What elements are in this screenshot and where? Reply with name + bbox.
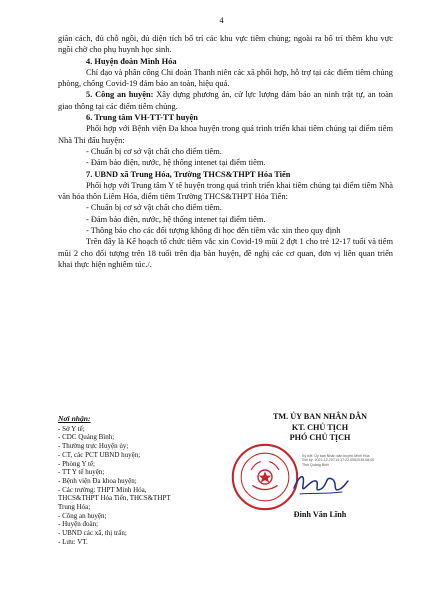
paragraph: Phối hợp với Trung tâm Y tế huyện trong quá trình triển khai tiêm chủng tại điểm tiêm Nhà văn hóa thôn Liêm Hóa, điểm tiêm Trường THCS&THPT Hóa Tiến: bbox=[58, 180, 393, 202]
recipient-item: Trung Hóa; bbox=[58, 503, 91, 512]
recipient-item: - Phòng Y tế; bbox=[58, 459, 96, 468]
recipient-item: - UBND các xã, thị trấn; bbox=[58, 529, 127, 538]
recipient-item: - Công an huyện; bbox=[58, 511, 107, 520]
document-body bbox=[58, 33, 393, 270]
digital-note-line-3: Tỉnh Quảng Bình bbox=[302, 462, 330, 467]
recipient-item: - Lưu: VT. bbox=[58, 537, 88, 546]
signature-block bbox=[220, 412, 420, 519]
signature-org-line-1: TM. ỦY BAN NHÂN DÂN bbox=[272, 412, 368, 421]
recipient-item: - Các trường: THPT Minh Hóa, bbox=[58, 485, 147, 494]
section-heading-inline: 5. Công an huyện: bbox=[86, 90, 154, 100]
recipients-block bbox=[58, 415, 218, 547]
paragraph-text: Xây dựng phương án, cử lực lượng đảm bảo an ninh trật tự, an toàn giao thông tại các điểm tiêm chủng. bbox=[58, 90, 393, 111]
paragraph: Trên đây là Kế hoạch tổ chức tiêm vắc xin Covid-19 mũi 2 đợt 1 cho trẻ 12-17 tuổi và tiêm mũi 2 cho đối tượng trên 18 tuổi trên địa bàn huyện, đề nghị các cơ quan, đơn vị liên quan triển khai thực hiện nghiêm túc./. bbox=[58, 237, 393, 269]
list-item: - Chuẩn bị cơ sở vật chất cho điểm tiêm. bbox=[86, 146, 222, 156]
recipient-item: - CT, các PCT UBND huyện; bbox=[58, 450, 141, 459]
section-heading: 4. Huyện đoàn Minh Hóa bbox=[86, 56, 177, 66]
recipients-list bbox=[58, 425, 218, 547]
recipient-item: - Bệnh viện Đa khoa huyện; bbox=[58, 476, 137, 485]
section-heading: 6. Trung tâm VH-TT-TT huyện bbox=[86, 113, 198, 123]
paragraph: Phối hợp với Bệnh viện Đa khoa huyện trong quá trình triển khai tiêm chủng tại điểm tiêm Nhà Thi đấu huyện: bbox=[58, 124, 393, 145]
signature-org-line-2: KT. CHỦ TỊCH bbox=[291, 422, 349, 432]
recipient-item: - Sở Y tế; bbox=[58, 424, 85, 433]
recipient-item: - CDC Quảng Bình; bbox=[58, 433, 115, 442]
handwritten-signature bbox=[290, 464, 350, 504]
signer-name: Đinh Văn Lĩnh bbox=[293, 510, 347, 519]
paragraph: giãn cách, đủ chỗ ngồi, đủ diện tích bố trí các khu vực tiêm chủng; ngoài ra bố trí thêm khu vực ngồi chờ cho phụ huynh học sinh. bbox=[58, 34, 393, 55]
recipient-item: - Huyện đoàn; bbox=[58, 520, 99, 529]
digital-note-line-1: Ký bởi: Ủy ban Nhân dân huyện Minh Hóa bbox=[302, 454, 370, 458]
recipients-title: Nơi nhận: bbox=[58, 414, 91, 423]
list-item: - Đảm bảo điện, nước, hệ thống intenet tại điểm tiêm. bbox=[86, 158, 266, 168]
digital-note-line-2: Giờ ký: 2021-12-20T14:17:22.0062039-08:00 bbox=[302, 458, 375, 463]
list-item: - Chuẩn bị cơ sở vật chất cho điểm tiêm. bbox=[86, 203, 222, 213]
page-number: 4 bbox=[219, 15, 224, 25]
signature-org-line-3: PHÓ CHỦ TỊCH bbox=[289, 433, 351, 442]
paragraph: Chỉ đạo và phân công Chi đoàn Thanh niên các xã phối hợp, hỗ trợ tại các điểm tiêm chủng phòng, chống Covid-19 đảm bảo an toàn, hiệu quả. bbox=[58, 67, 393, 89]
recipient-item: THCS&THPT Hóa Tiến, THCS&THPT bbox=[58, 494, 171, 503]
paragraph bbox=[58, 89, 393, 112]
recipient-item: - Thường trực Huyện ủy; bbox=[58, 442, 129, 451]
recipient-item: - TT Y tế huyện; bbox=[58, 468, 105, 477]
list-item: - Đảm bảo điện, nước, hệ thống intenet tại điểm tiêm. bbox=[86, 214, 266, 224]
section-heading: 7. UBND xã Trung Hóa, Trường THCS&THPT Hóa Tiến bbox=[86, 169, 291, 179]
digital-signature-note bbox=[302, 454, 418, 467]
list-item: - Thông báo cho các đối tượng không đi học đến tiêm vắc xin theo quy định bbox=[86, 226, 341, 236]
